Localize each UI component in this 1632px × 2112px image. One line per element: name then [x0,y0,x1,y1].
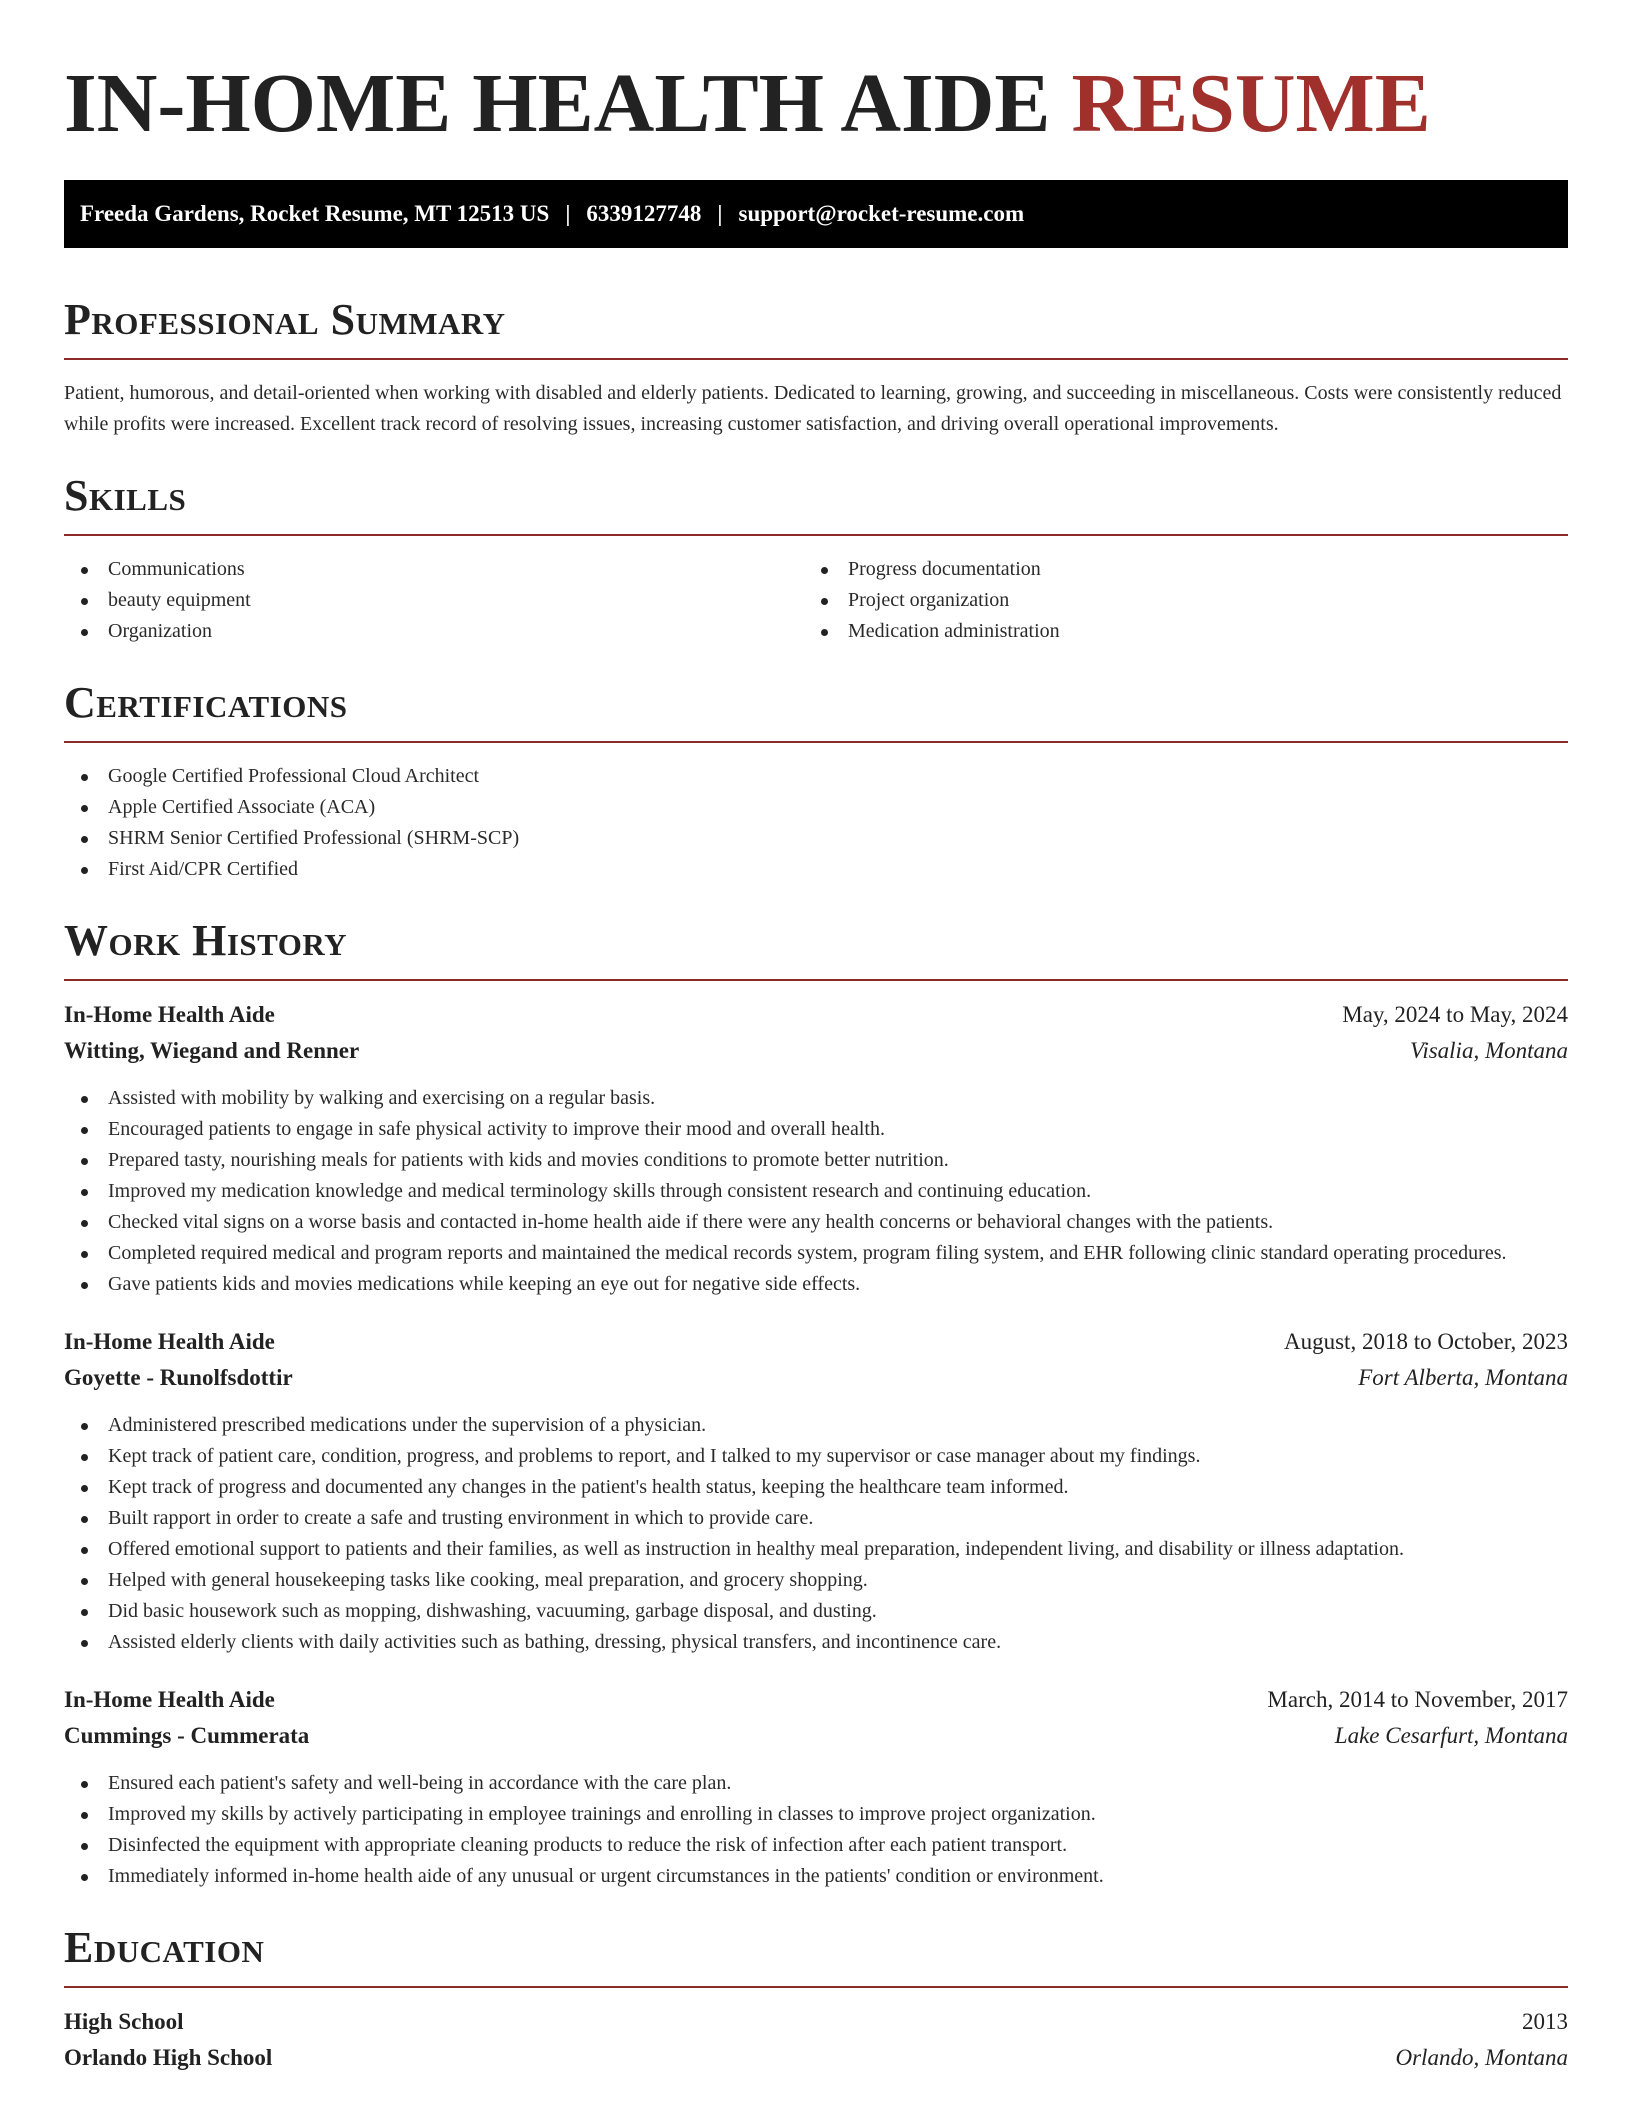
job-company: Cummings - Cummerata [64,1723,310,1748]
contact-phone: 6339127748 [586,201,702,226]
job-entry [64,1324,1568,1658]
skill-item: beauty equipment [64,585,804,616]
job-duty: Completed required medical and program reports and maintained the medical records system, program filing system, and EHR following clinic standard operating procedures. [64,1238,1568,1269]
job-duty: Immediately informed in-home health aide of any unusual or urgent circumstances in the patients' condition or environment. [64,1861,1568,1892]
skill-item: Medication administration [804,616,1544,647]
job-company: Witting, Wiegand and Renner [64,1038,360,1063]
job-duty: Assisted with mobility by walking and exercising on a regular basis. [64,1083,1568,1114]
job-duty: Built rapport in order to create a safe and trusting environment in which to provide care. [64,1503,1568,1534]
education-location: Orlando, Montana [1395,2045,1568,2070]
certifications-section [64,677,1568,885]
certifications-list [64,761,1568,885]
certification-item: SHRM Senior Certified Professional (SHRM-SCP) [64,823,1568,854]
job-duty: Ensured each patient's safety and well-being in accordance with the care plan. [64,1768,1568,1799]
job-duty: Offered emotional support to patients and their families, as well as instruction in healthy meal preparation, independent living, and disability or illness adaptation. [64,1534,1568,1565]
job-duty: Improved my medication knowledge and medical terminology skills through consistent research and continuing education. [64,1176,1568,1207]
job-duty: Encouraged patients to engage in safe physical activity to improve their mood and overall health. [64,1114,1568,1145]
job-location: Lake Cesarfurt, Montana [1334,1723,1568,1748]
job-duty: Kept track of progress and documented any changes in the patient's health status, keeping the healthcare team informed. [64,1472,1568,1503]
job-duty: Kept track of patient care, condition, progress, and problems to report, and I talked to my supervisor or case manager about my findings. [64,1441,1568,1472]
section-divider [64,1986,1568,1988]
skills-list-left [64,554,804,647]
job-header [64,1324,1568,1360]
skill-item: Project organization [804,585,1544,616]
job-subheader [64,1033,1568,1069]
certification-item: Google Certified Professional Cloud Architect [64,761,1568,792]
education-section [64,1922,1568,2076]
skill-item: Communications [64,554,804,585]
title-accent: RESUME [1071,57,1431,150]
education-entry [64,2004,1568,2076]
job-duties [64,1083,1568,1300]
section-divider [64,534,1568,536]
contact-bar [64,180,1568,248]
job-dates: May, 2024 to May, 2024 [1342,1002,1568,1027]
summary-text: Patient, humorous, and detail-oriented when working with disabled and elderly patients. Dedicated to learning, growing, and succeeding in miscellaneous. Costs were consistently reduced while profits were increased. Excellent track record of resolving issues, increasing customer satisfaction, and driving overall operational improvements. [64,382,1562,435]
certification-item: Apple Certified Associate (ACA) [64,792,1568,823]
job-dates: August, 2018 to October, 2023 [1284,1329,1568,1354]
job-title: In-Home Health Aide [64,1687,275,1712]
job-title: In-Home Health Aide [64,1002,275,1027]
work-history-heading: Work History [64,916,348,965]
resume-title [64,0,1568,152]
job-duty: Helped with general housekeeping tasks like cooking, meal preparation, and grocery shopping. [64,1565,1568,1596]
skills-section [64,470,1568,647]
job-header [64,1682,1568,1718]
education-school: Orlando High School [64,2045,273,2070]
job-duty: Prepared tasty, nourishing meals for patients with kids and movies conditions to promote better nutrition. [64,1145,1568,1176]
section-divider [64,358,1568,360]
summary-heading: Professional Summary [64,295,506,344]
section-divider [64,741,1568,743]
skills-heading: Skills [64,471,187,520]
job-duty: Administered prescribed medications under the supervision of a physician. [64,1410,1568,1441]
skill-item: Progress documentation [804,554,1544,585]
job-duties [64,1410,1568,1658]
job-duty: Gave patients kids and movies medications while keeping an eye out for negative side effects. [64,1269,1568,1300]
job-location: Visalia, Montana [1409,1038,1568,1063]
education-year: 2013 [1522,2009,1568,2034]
education-header [64,2004,1568,2040]
skills-list-right [804,554,1544,647]
job-duty: Improved my skills by actively participating in employee trainings and enrolling in classes to improve project organization. [64,1799,1568,1830]
title-main: IN-HOME HEALTH AIDE [64,57,1051,150]
job-entry [64,1682,1568,1892]
job-title: In-Home Health Aide [64,1329,275,1354]
skill-item: Organization [64,616,804,647]
certifications-heading: Certifications [64,678,348,727]
job-dates: March, 2014 to November, 2017 [1267,1687,1568,1712]
job-company: Goyette - Runolfsdottir [64,1365,293,1390]
job-duties [64,1768,1568,1892]
contact-separator: | [717,201,723,226]
section-divider [64,979,1568,981]
education-heading: Education [64,1923,265,1972]
job-duty: Did basic housework such as mopping, dishwashing, vacuuming, garbage disposal, and dusting. [64,1596,1568,1627]
job-subheader [64,1718,1568,1754]
job-duty: Assisted elderly clients with daily activities such as bathing, dressing, physical transfers, and incontinence care. [64,1627,1568,1658]
job-entry [64,997,1568,1300]
certification-item: First Aid/CPR Certified [64,854,1568,885]
job-location: Fort Alberta, Montana [1358,1365,1568,1390]
contact-email: support@rocket-resume.com [738,201,1025,226]
education-subheader [64,2040,1568,2076]
job-duty: Checked vital signs on a worse basis and contacted in-home health aide if there were any health concerns or behavioral changes with the patients. [64,1207,1568,1238]
skills-columns [64,554,1568,647]
education-degree: High School [64,2009,184,2034]
contact-separator: | [565,201,571,226]
work-history-section [64,915,1568,1892]
contact-address: Freeda Gardens, Rocket Resume, MT 12513 US [80,201,550,226]
job-duty: Disinfected the equipment with appropriate cleaning products to reduce the risk of infection after each patient transport. [64,1830,1568,1861]
job-header [64,997,1568,1033]
job-subheader [64,1360,1568,1396]
summary-section [64,294,1568,440]
